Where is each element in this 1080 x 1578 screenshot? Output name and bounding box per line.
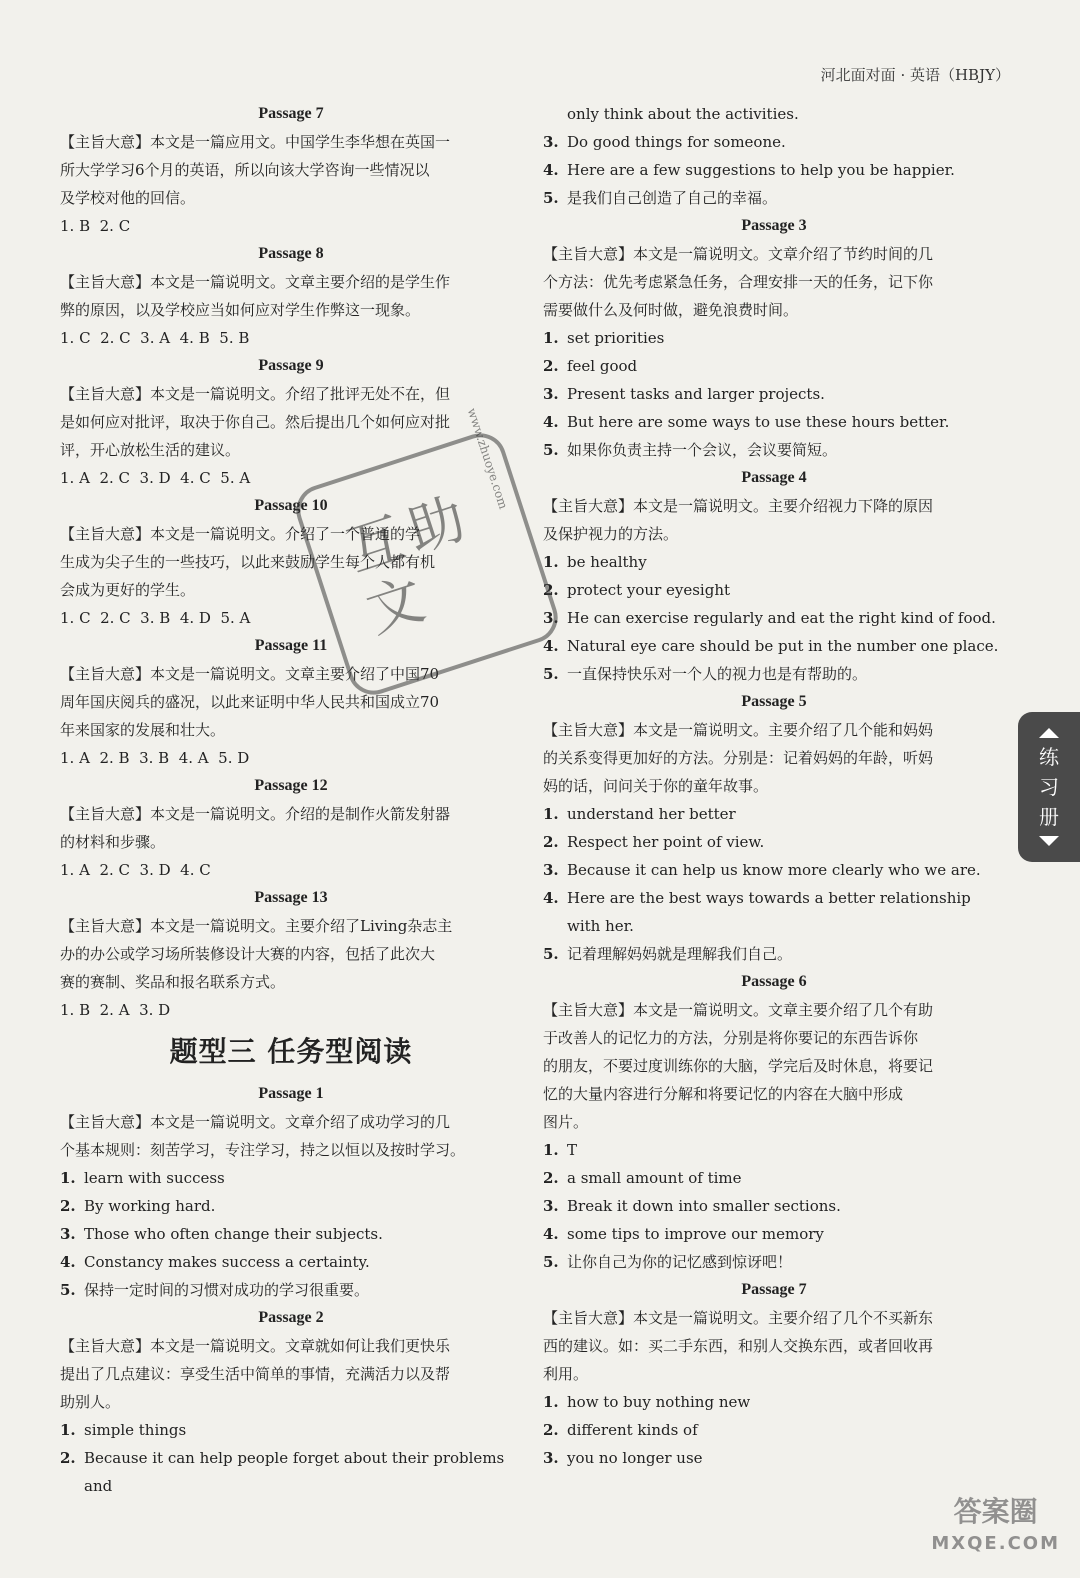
- summary-line: 【主旨大意】本文是一篇说明文。介绍的是制作火箭发射器: [60, 805, 451, 823]
- tab-down-arrow-icon: [1039, 836, 1059, 846]
- answer-text: learn with success: [84, 1169, 225, 1187]
- summary-line: 【主旨大意】本文是一篇说明文。文章主要介绍了中国70: [60, 665, 440, 683]
- summary-line: 【主旨大意】本文是一篇说明文。主要介绍视力下降的原因: [543, 497, 934, 515]
- passage-title: Passage 2: [258, 1309, 324, 1326]
- tab-char-3: 册: [1039, 805, 1059, 829]
- answer-item: [543, 1136, 1005, 1164]
- summary-paragraph: [60, 128, 522, 212]
- answer-text: Constancy makes success a certainty.: [84, 1253, 370, 1271]
- page-header: 河北面对面 · 英语（HBJY）: [820, 66, 1010, 84]
- answer-item: [543, 548, 1005, 576]
- answer-item: [60, 1220, 522, 1248]
- answer-text: Respect her point of view.: [567, 833, 765, 851]
- workbook-side-tab: [1018, 712, 1080, 862]
- answer-number: 1.: [543, 329, 559, 347]
- right-column: [543, 100, 1005, 1472]
- summary-paragraph: [60, 1108, 522, 1164]
- answer-item: [60, 1276, 522, 1304]
- tab-char-2: 习: [1039, 775, 1059, 799]
- answer-key: 1. B 2. A 3. D: [60, 1001, 171, 1019]
- answer-text: set priorities: [567, 329, 665, 347]
- answer-text: different kinds of: [567, 1421, 698, 1439]
- summary-paragraph: [60, 912, 522, 996]
- answer-text: Those who often change their subjects.: [84, 1225, 383, 1243]
- summary-line: 妈的话，问问关于你的童年故事。: [543, 777, 769, 795]
- answer-text: Because it can help us know more clearly who we are.: [567, 861, 981, 879]
- summary-line: 【主旨大意】本文是一篇说明文。文章介绍了节约时间的几: [543, 245, 934, 263]
- answer-item: [543, 828, 1005, 856]
- answer-item: [543, 128, 1005, 156]
- summary-paragraph: [60, 1332, 522, 1416]
- answer-number: 4.: [543, 1225, 559, 1243]
- summary-line: 提出了几点建议：享受生活中简单的事情，充满活力以及帮: [60, 1365, 451, 1383]
- summary-line: 及学校对他的回信。: [60, 189, 196, 207]
- answer-number: 2.: [60, 1449, 76, 1467]
- answer-item: [60, 1164, 522, 1192]
- answer-number: 5.: [60, 1281, 76, 1299]
- answer-text: T: [567, 1141, 578, 1159]
- answer-text: 一直保持快乐对一个人的视力也是有帮助的。: [567, 665, 868, 683]
- answer-item: [543, 436, 1005, 464]
- summary-paragraph: [543, 1304, 1005, 1388]
- passage-title: Passage 4: [741, 469, 807, 486]
- summary-line: 个基本规则：刻苦学习，专注学习，持之以恒以及按时学习。: [60, 1141, 466, 1159]
- answer-number: 2.: [543, 581, 559, 599]
- watermark-top: 答案圈: [953, 1495, 1038, 1528]
- answer-number: 4.: [543, 161, 559, 179]
- answer-number: 5.: [543, 1253, 559, 1271]
- answer-item: [543, 1248, 1005, 1276]
- answer-text: Here are the best ways towards a better relationship: [567, 889, 971, 907]
- summary-line: 【主旨大意】本文是一篇说明文。文章就如何让我们更快乐: [60, 1337, 451, 1355]
- summary-line: 【主旨大意】本文是一篇应用文。中国学生李华想在英国一: [60, 133, 451, 151]
- answer-number: 1.: [543, 1393, 559, 1411]
- answer-item: [543, 1416, 1005, 1444]
- answer-item: [543, 1388, 1005, 1416]
- answer-item: [543, 1220, 1005, 1248]
- answer-text: be healthy: [567, 553, 647, 571]
- answer-item: [543, 1192, 1005, 1220]
- answer-number: 1.: [543, 1141, 559, 1159]
- passage-title: Passage 6: [741, 973, 807, 990]
- summary-line: 年来国家的发展和壮大。: [60, 721, 226, 739]
- passage-title: Passage 7: [258, 105, 324, 122]
- answer-text: Natural eye care should be put in the number one place.: [567, 637, 999, 655]
- summary-paragraph: [543, 492, 1005, 548]
- answer-key: 1. C 2. C 3. B 4. D 5. A: [60, 609, 251, 627]
- summary-line: 生成为尖子生的一些技巧，以此来鼓励学生每个人都有机: [60, 553, 436, 571]
- answer-number: 2.: [543, 1421, 559, 1439]
- answer-number: 3.: [543, 861, 559, 879]
- summary-line: 于改善人的记忆力的方法，分别是将你要记的东西告诉你: [543, 1029, 919, 1047]
- tab-char-1: 练: [1039, 745, 1059, 769]
- answer-text: 保持一定时间的习惯对成功的学习很重要。: [84, 1281, 370, 1299]
- answer-text: 让你自己为你的记忆感到惊讶吧！: [567, 1253, 793, 1271]
- answer-number: 5.: [543, 665, 559, 683]
- answer-text: a small amount of time: [567, 1169, 742, 1187]
- answer-item: [543, 660, 1005, 688]
- summary-line: 【主旨大意】本文是一篇说明文。文章主要介绍的是学生作: [60, 273, 451, 291]
- answer-number: 4.: [543, 889, 559, 907]
- left-column: [60, 100, 522, 1500]
- summary-line: 及保护视力的方法。: [543, 525, 679, 543]
- passage-title: Passage 11: [254, 637, 328, 654]
- summary-line: 利用。: [543, 1365, 589, 1383]
- answer-key: 1. A 2. C 3. D 4. C: [60, 861, 211, 879]
- summary-paragraph: [543, 996, 1005, 1136]
- summary-paragraph: [543, 240, 1005, 324]
- answer-item: [543, 632, 1005, 660]
- answer-item: [543, 324, 1005, 352]
- answer-text: how to buy nothing new: [567, 1393, 751, 1411]
- answer-number: 4.: [543, 637, 559, 655]
- summary-line: 图片。: [543, 1113, 589, 1131]
- answer-item: [543, 380, 1005, 408]
- answer-item: [543, 856, 1005, 884]
- answer-text: He can exercise regularly and eat the right kind of food.: [567, 609, 996, 627]
- summary-line: 是如何应对批评，取决于你自己。然后提出几个如何应对批: [60, 413, 451, 431]
- section-heading: 题型三 任务型阅读: [169, 1035, 413, 1068]
- summary-line: 【主旨大意】本文是一篇说明文。介绍了批评无处不在，但: [60, 385, 451, 403]
- summary-line: 办的办公或学习场所装修设计大赛的内容，包括了此次大: [60, 945, 436, 963]
- answer-item: [60, 1444, 522, 1500]
- summary-line: 的材料和步骤。: [60, 833, 166, 851]
- answer-number: 3.: [543, 385, 559, 403]
- summary-line: 的朋友，不要过度训练你的大脑，学完后及时休息，将要记: [543, 1057, 934, 1075]
- answer-text: Do good things for someone.: [567, 133, 786, 151]
- answer-number: 4.: [543, 413, 559, 431]
- passage-title: Passage 5: [741, 693, 807, 710]
- answer-text: Present tasks and larger projects.: [567, 385, 825, 403]
- summary-line: 的关系变得更加好的方法。分别是：记着妈妈的年龄，听妈: [543, 749, 934, 767]
- summary-line: 【主旨大意】本文是一篇说明文。主要介绍了几个能和妈妈: [543, 721, 934, 739]
- passage-title: Passage 7: [741, 1281, 807, 1298]
- answer-item: [60, 1192, 522, 1220]
- answer-item: [543, 156, 1005, 184]
- answer-number: 3.: [543, 1197, 559, 1215]
- summary-line: 西的建议。如：买二手东西，和别人交换东西，或者回收再: [543, 1337, 934, 1355]
- answer-text: But here are some ways to use these hours better.: [567, 413, 950, 431]
- answer-text: some tips to improve our memory: [567, 1225, 824, 1243]
- summary-line: 【主旨大意】本文是一篇说明文。文章介绍了成功学习的几: [60, 1113, 451, 1131]
- answer-number: 5.: [543, 945, 559, 963]
- answer-number: 3.: [543, 133, 559, 151]
- summary-line: 需要做什么及何时做，避免浪费时间。: [543, 301, 799, 319]
- answer-key: 1. B 2. C: [60, 217, 131, 235]
- answer-number: 1.: [60, 1421, 76, 1439]
- answer-item: [543, 352, 1005, 380]
- answer-number: 5.: [543, 441, 559, 459]
- answer-text: 是我们自己创造了自己的幸福。: [567, 189, 778, 207]
- summary-line: 【主旨大意】本文是一篇说明文。主要介绍了几个不买新东: [543, 1309, 934, 1327]
- summary-line: 【主旨大意】本文是一篇说明文。文章主要介绍了几个有助: [543, 1001, 934, 1019]
- answer-text: Because it can help people forget about their problems and: [84, 1449, 505, 1495]
- answer-number: 3.: [60, 1225, 76, 1243]
- answer-item: [543, 408, 1005, 436]
- answer-number: 2.: [543, 1169, 559, 1187]
- stamp-text: 互助文: [339, 483, 481, 646]
- answer-number: 3.: [543, 1449, 559, 1467]
- answer-text: you no longer use: [567, 1449, 703, 1467]
- passage-title: Passage 9: [258, 357, 324, 374]
- answer-key: 1. A 2. B 3. B 4. A 5. D: [60, 749, 250, 767]
- answer-key: 1. C 2. C 3. A 4. B 5. B: [60, 329, 250, 347]
- answer-text: 如果你负责主持一个会议，会议要简短。: [567, 441, 838, 459]
- answer-text: understand her better: [567, 805, 736, 823]
- passage-title: Passage 1: [258, 1085, 324, 1102]
- answer-item: [60, 1248, 522, 1276]
- site-watermark: [931, 1495, 1060, 1558]
- answer-number: 5.: [543, 189, 559, 207]
- answer-number: 3.: [543, 609, 559, 627]
- passage-title: Passage 3: [741, 217, 807, 234]
- answer-text: simple things: [84, 1421, 187, 1439]
- summary-paragraph: [60, 268, 522, 324]
- answer-item: [543, 576, 1005, 604]
- answer-number: 1.: [543, 805, 559, 823]
- answer-item: [60, 1416, 522, 1444]
- answer-number: 1.: [543, 553, 559, 571]
- summary-line: 助别人。: [60, 1393, 121, 1411]
- summary-line: 评，开心放松生活的建议。: [60, 441, 241, 459]
- answer-number: 1.: [60, 1169, 76, 1187]
- answer-text: only think about the activities.: [567, 105, 799, 123]
- answer-item: [543, 800, 1005, 828]
- summary-line: 弊的原因，以及学校应当如何应对学生作弊这一现象。: [60, 301, 421, 319]
- summary-line: 会成为更好的学生。: [60, 581, 196, 599]
- summary-line: 忆的大量内容进行分解和将要记忆的内容在大脑中形成: [543, 1085, 904, 1103]
- answer-text: Break it down into smaller sections.: [567, 1197, 841, 1215]
- answer-item: [543, 184, 1005, 212]
- passage-title: Passage 10: [254, 497, 328, 514]
- answer-key: 1. A 2. C 3. D 4. C 5. A: [60, 469, 251, 487]
- tab-up-arrow-icon: [1039, 728, 1059, 738]
- answer-item: [543, 884, 1005, 912]
- answer-item: [543, 1164, 1005, 1192]
- answer-number: 4.: [60, 1253, 76, 1271]
- summary-paragraph: [60, 660, 522, 744]
- summary-line: 赛的赛制、奖品和报名联系方式。: [60, 973, 286, 991]
- answer-item: [543, 1444, 1005, 1472]
- answer-number: 2.: [543, 833, 559, 851]
- answer-number: 2.: [60, 1197, 76, 1215]
- passage-title: Passage 12: [254, 777, 328, 794]
- answer-number: [543, 100, 567, 128]
- answer-item: [543, 912, 1005, 940]
- summary-line: 所大学学习6个月的英语，所以向该大学咨询一些情况以: [60, 161, 430, 179]
- passage-title: Passage 13: [254, 889, 328, 906]
- answer-text: By working hard.: [84, 1197, 216, 1215]
- answer-text: feel good: [567, 357, 638, 375]
- answer-item: [543, 940, 1005, 968]
- summary-paragraph: [60, 800, 522, 856]
- stamp-url: www.zhuoye.com: [464, 406, 511, 511]
- passage-title: Passage 8: [258, 245, 324, 262]
- summary-line: 周年国庆阅兵的盛况，以此来证明中华人民共和国成立70: [60, 693, 440, 711]
- answer-number: 2.: [543, 357, 559, 375]
- answer-text: Here are a few suggestions to help you be happier.: [567, 161, 955, 179]
- answer-number: [543, 912, 567, 940]
- answer-text: protect your eyesight: [567, 581, 731, 599]
- answer-item: [543, 100, 1005, 128]
- summary-line: 个方法：优先考虑紧急任务，合理安排一天的任务，记下你: [543, 273, 934, 291]
- answer-item: [543, 604, 1005, 632]
- summary-line: 【主旨大意】本文是一篇说明文。介绍了一个普通的学: [60, 525, 421, 543]
- answer-text: with her.: [567, 917, 634, 935]
- answer-text: 记着理解妈妈就是理解我们自己。: [567, 945, 793, 963]
- summary-line: 【主旨大意】本文是一篇说明文。主要介绍了Living杂志主: [60, 917, 453, 935]
- watermark-bottom: MXQE.COM: [931, 1533, 1060, 1554]
- summary-paragraph: [543, 716, 1005, 800]
